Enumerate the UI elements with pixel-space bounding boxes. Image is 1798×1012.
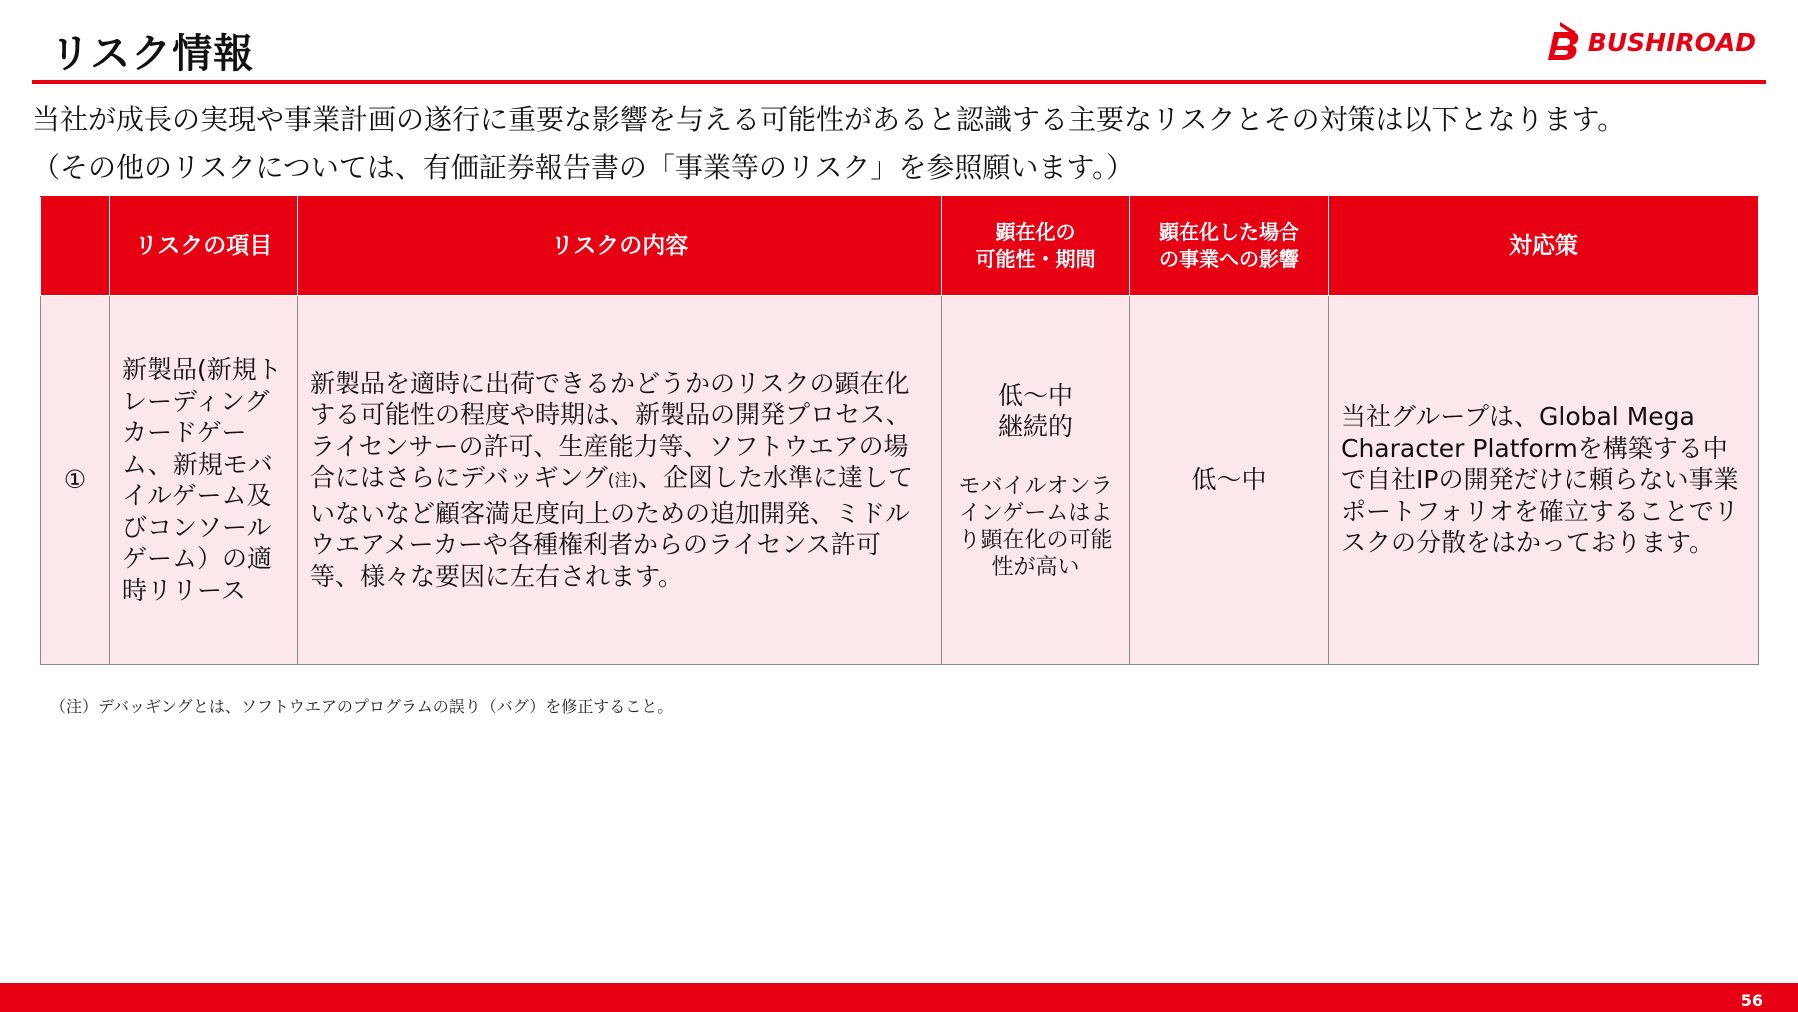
row-impact: 低～中 bbox=[1130, 296, 1329, 665]
content-note-mark: (注) bbox=[607, 471, 639, 492]
header-countermeasure: 対応策 bbox=[1329, 197, 1759, 296]
row-risk-content bbox=[298, 296, 942, 665]
bushiroad-b-logo-icon bbox=[1546, 20, 1586, 64]
probability-period: 継続的 bbox=[997, 412, 1073, 441]
content-text-continued: 、企図した水準に達していないなど顧客満足度向上のための追加開発、ミドルウエアメーカーや各種権利者からのライセンス許可等、様々な要因に左右されます。 bbox=[310, 463, 914, 591]
footnote: （注）デバッギングとは、ソフトウエアのプログラムの誤り（バグ）を修正すること。 bbox=[50, 697, 674, 716]
content-text: 新製品を適時に出荷できるかどうかのリスクの顕在化する可能性の程度や時期は、新製品の開発プロセス、ライセンサーの許可、生産能力等、ソフトウエアの場合にはさらにデバッギング bbox=[310, 368, 911, 493]
header-probability-line2: 可能性・期間 bbox=[975, 247, 1096, 271]
title-divider bbox=[32, 80, 1766, 84]
header-probability-line1: 顕在化の bbox=[995, 220, 1076, 244]
row-probability bbox=[942, 296, 1130, 665]
page-number: 56 bbox=[1740, 991, 1763, 1010]
intro-line-2: （その他のリスクについては、有価証券報告書の「事業等のリスク」を参照願います。） bbox=[32, 151, 1135, 184]
intro-line-1: 当社が成長の実現や事業計画の遂行に重要な影響を与える可能性があると認識する主要なリスクとその対策は以下となります。 bbox=[32, 103, 1626, 136]
header-impact-line1: 顕在化した場合 bbox=[1159, 220, 1299, 244]
header-risk-item: リスクの項目 bbox=[110, 197, 298, 296]
logo-wordmark: BUSHIROAD bbox=[1587, 27, 1756, 57]
footer-bar bbox=[0, 983, 1798, 1012]
row-countermeasure: 当社グループは、Global Mega Character Platformを構築する中で自社IPの開発だけに頼らない事業ポートフォリオを確立することでリスクの分散をはかっております。 bbox=[1329, 296, 1759, 665]
row-number: ① bbox=[41, 296, 110, 665]
table-header-row bbox=[41, 197, 1759, 296]
probability-level: 低～中 bbox=[997, 380, 1073, 410]
row-risk-item: 新製品(新規トレーディングカードゲーム、新規モバイルゲーム及びコンソールゲーム）の適時リリース bbox=[110, 296, 298, 665]
probability-note: モバイルオンラインゲームはより顕在化の可能性が高い bbox=[958, 473, 1113, 580]
table-row bbox=[41, 296, 1759, 665]
risk-table bbox=[40, 196, 1759, 665]
intro-text bbox=[32, 96, 1625, 192]
header-probability bbox=[942, 197, 1130, 296]
page-title: リスク情報 bbox=[50, 31, 255, 77]
header-impact bbox=[1130, 197, 1329, 296]
header-risk-content: リスクの内容 bbox=[298, 197, 942, 296]
header-impact-line2: の事業への影響 bbox=[1159, 247, 1299, 271]
brand-logo bbox=[1546, 18, 1756, 66]
header-number bbox=[41, 197, 110, 296]
